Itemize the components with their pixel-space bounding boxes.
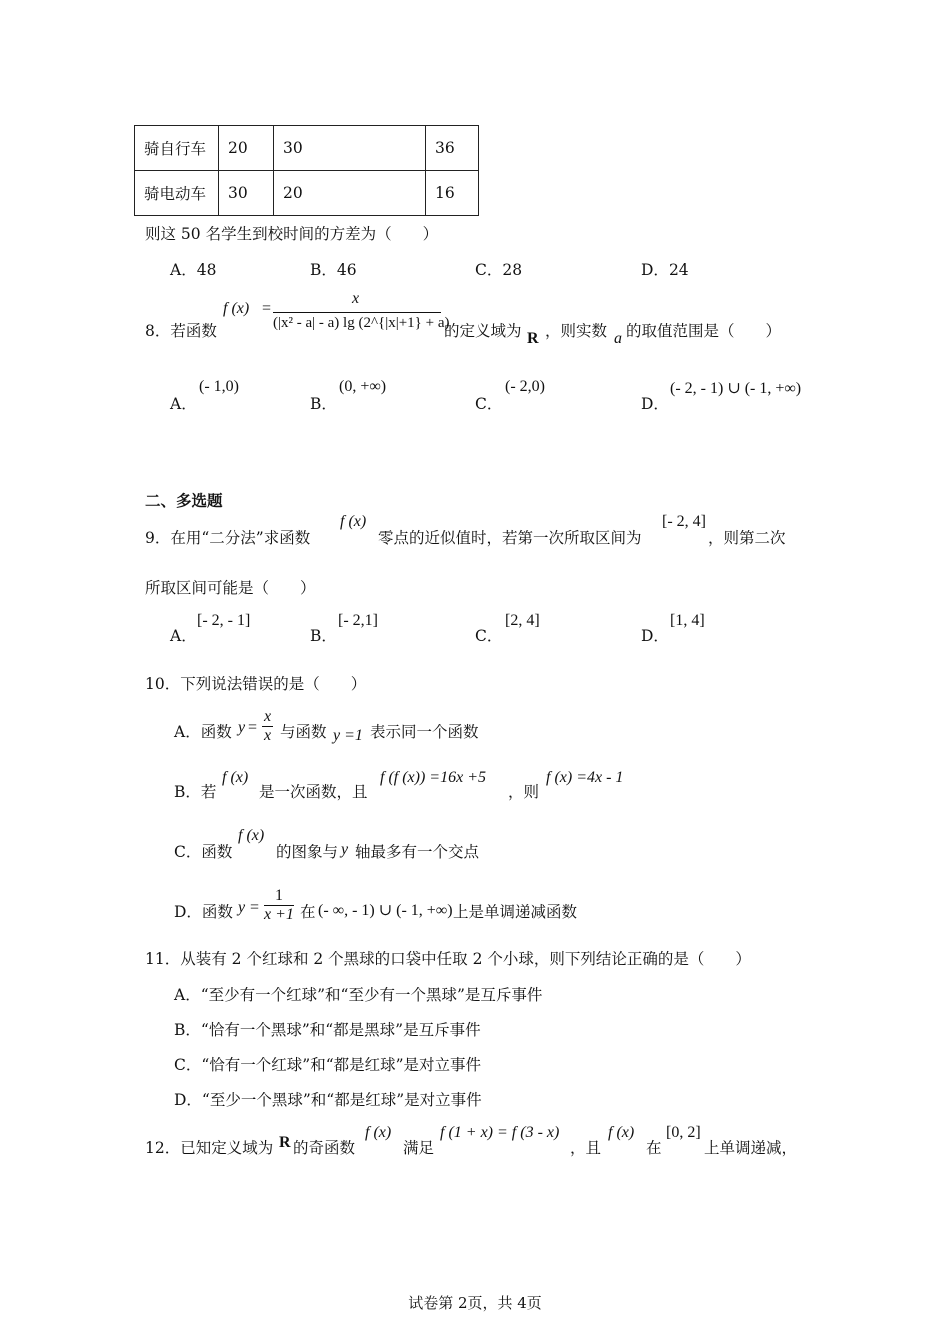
q9-option-b-math: [- 2,1] bbox=[338, 612, 378, 629]
q11-option-a[interactable]: A．“至少有一个红球”和“至少有一个黑球”是互斥事件 bbox=[174, 986, 543, 1004]
q8-denominator: (|x² - a| - a) lg (2^{|x|+1} + a) bbox=[273, 315, 450, 331]
q10-c-y: y bbox=[341, 841, 349, 858]
q10-b-eq2: f (x) =4x - 1 bbox=[546, 769, 624, 786]
q10-d-y: y bbox=[238, 899, 246, 916]
q10-d-fraction-den: x +1 bbox=[264, 906, 294, 923]
q8-option-d[interactable]: D． bbox=[641, 395, 669, 413]
q10-b-fx: f (x) bbox=[222, 769, 249, 786]
table-cell: 20 bbox=[219, 126, 274, 171]
q8-tail1: ，则实数 bbox=[545, 322, 608, 340]
q12-p5: 在 bbox=[646, 1139, 662, 1157]
q9-part3: ，则第二次 bbox=[708, 529, 786, 547]
q10-stem: 10．下列说法错误的是（ ） bbox=[145, 675, 367, 693]
q8-eq: = bbox=[262, 300, 272, 317]
q10-d-p2: 在 bbox=[300, 903, 316, 921]
table-cell: 30 bbox=[274, 126, 426, 171]
q10-a-eq: = bbox=[248, 719, 258, 736]
q10-d-fraction bbox=[264, 887, 294, 924]
q10-c-p2: 的图象与 bbox=[276, 843, 339, 861]
section-title: 二、多选题 bbox=[145, 491, 223, 510]
table-cell: 36 bbox=[426, 126, 479, 171]
table-cell: 16 bbox=[426, 171, 479, 216]
q10-option-a[interactable]: A．函数 bbox=[174, 723, 232, 741]
q12-p2: 的奇函数 bbox=[293, 1139, 356, 1157]
q12-interval: [0, 2] bbox=[666, 1124, 701, 1141]
q10-d-eq: = bbox=[250, 899, 260, 916]
q10-c-fx: f (x) bbox=[238, 827, 265, 844]
q9-option-c-math: [2, 4] bbox=[505, 612, 540, 629]
q8-a: a bbox=[614, 330, 622, 347]
page-footer: 试卷第 2页，共 4页 bbox=[408, 1294, 542, 1312]
q10-a-fraction-den: x bbox=[264, 727, 272, 744]
q8-option-b-math: (0, +∞) bbox=[339, 378, 387, 395]
q12-p1: 12．已知定义域为 bbox=[145, 1139, 274, 1157]
q10-a-fraction bbox=[262, 708, 273, 745]
q7-stem: 则这 50 名学生到校时间的方差为（ ） bbox=[145, 225, 439, 243]
q11-stem: 11．从装有 2 个红球和 2 个黑球的口袋中任取 2 个小球，则下列结论正确的是（ ） bbox=[145, 950, 751, 968]
q12-fx2: f (x) bbox=[608, 1124, 635, 1141]
q11-option-b[interactable]: B．“恰有一个黑球”和“都是黑球”是互斥事件 bbox=[174, 1021, 481, 1039]
q12-fx: f (x) bbox=[365, 1124, 392, 1141]
q10-a-y1: y =1 bbox=[333, 727, 363, 744]
table-cell: 20 bbox=[274, 171, 426, 216]
q8-option-d-math: (- 2, - 1) ∪ (- 1, +∞) bbox=[670, 380, 802, 397]
q7-option-c[interactable]: C．28 bbox=[475, 261, 523, 279]
q8-stem-start: 8．若函数 bbox=[145, 322, 217, 340]
q9-part1: 9．在用“二分法”求函数 bbox=[145, 529, 311, 547]
q9-fx: f (x) bbox=[340, 513, 367, 530]
q7-option-a[interactable]: A．48 bbox=[170, 261, 217, 279]
q10-d-p3: 上是单调递减函数 bbox=[453, 903, 578, 921]
q9-option-d[interactable]: D． bbox=[641, 627, 669, 645]
q8-mid: 的定义域为 bbox=[444, 322, 522, 340]
q9-option-c[interactable]: C． bbox=[475, 627, 503, 645]
q8-option-c[interactable]: C． bbox=[475, 395, 503, 413]
q12-p3: 满足 bbox=[403, 1139, 435, 1157]
q12-p6: 上单调递减， bbox=[704, 1139, 798, 1157]
q7-option-d[interactable]: D．24 bbox=[641, 261, 689, 279]
q10-option-b[interactable]: B．若 bbox=[174, 783, 217, 801]
q10-a-p2: 与函数 bbox=[280, 723, 327, 741]
q8-tail2: 的取值范围是（ ） bbox=[626, 322, 782, 340]
q10-d-domain: (- ∞, - 1) ∪ (- 1, +∞) bbox=[318, 902, 453, 919]
table-cell: 骑电动车 bbox=[135, 171, 219, 216]
q10-a-fraction-num: x bbox=[264, 708, 272, 725]
q8-option-a-math: (- 1,0) bbox=[199, 378, 239, 395]
q10-c-p3: 轴最多有一个交点 bbox=[355, 843, 480, 861]
q9-part2: 零点的近似值时，若第一次所取区间为 bbox=[378, 529, 642, 547]
q8-option-b[interactable]: B． bbox=[310, 395, 337, 413]
q9-line2: 所取区间可能是（ ） bbox=[145, 579, 316, 597]
q8-option-c-math: (- 2,0) bbox=[505, 378, 545, 395]
data-table bbox=[134, 125, 479, 216]
q9-interval: [- 2, 4] bbox=[662, 513, 706, 530]
q11-option-c[interactable]: C．“恰有一个红球”和“都是红球”是对立事件 bbox=[174, 1056, 482, 1074]
q10-a-p3: 表示同一个函数 bbox=[370, 723, 479, 741]
q9-option-b[interactable]: B． bbox=[310, 627, 337, 645]
q10-option-d[interactable]: D．函数 bbox=[174, 903, 233, 921]
table-row bbox=[135, 126, 479, 171]
q8-option-a[interactable]: A． bbox=[170, 395, 197, 413]
q9-option-a-math: [- 2, - 1] bbox=[197, 612, 251, 629]
q8-r: R bbox=[527, 330, 539, 347]
q9-option-a[interactable]: A． bbox=[170, 627, 197, 645]
q9-option-d-math: [1, 4] bbox=[670, 612, 705, 629]
q11-option-d[interactable]: D．“至少一个黑球”和“都是红球”是对立事件 bbox=[174, 1091, 482, 1109]
q12-p4: ，且 bbox=[570, 1139, 602, 1157]
q8-fraction-bar bbox=[273, 312, 441, 313]
q12-eq: f (1 + x) = f (3 - x) bbox=[440, 1124, 560, 1141]
table-cell: 骑自行车 bbox=[135, 126, 219, 171]
q8-fx: f (x) bbox=[223, 300, 250, 317]
q10-b-p2: 是一次函数，且 bbox=[259, 783, 368, 801]
q7-option-b[interactable]: B．46 bbox=[310, 261, 357, 279]
q10-option-c[interactable]: C．函数 bbox=[174, 843, 233, 861]
q8-numerator: x bbox=[352, 290, 360, 307]
q10-a-y: y bbox=[238, 719, 246, 736]
q10-d-fraction-num: 1 bbox=[264, 887, 294, 906]
table-cell: 30 bbox=[219, 171, 274, 216]
q10-b-eq1: f (f (x)) =16x +5 bbox=[380, 769, 486, 786]
table-row bbox=[135, 171, 479, 216]
q10-b-p3: ，则 bbox=[508, 783, 540, 801]
q12-r: R bbox=[279, 1134, 291, 1151]
